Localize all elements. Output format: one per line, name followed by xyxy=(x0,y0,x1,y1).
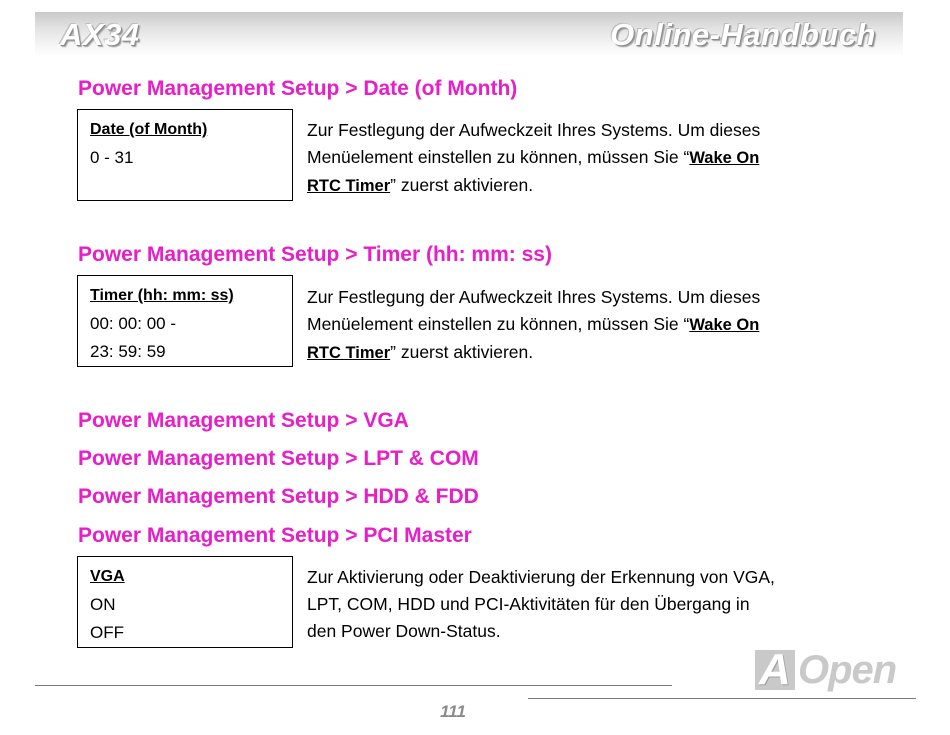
page-number: 111 xyxy=(440,702,466,721)
page-header xyxy=(35,12,903,57)
desc-line: RTC Timer” zuerst aktivieren. xyxy=(307,175,534,195)
option-box-vga xyxy=(77,556,293,648)
section-heading-timer: Power Management Setup > Timer (hh: mm: ss) xyxy=(78,243,552,266)
option-value: ON xyxy=(90,595,116,614)
option-value: 0 - 31 xyxy=(90,148,134,167)
desc-line: Zur Aktivierung oder Deaktivierung der Erkennung von VGA, xyxy=(307,567,775,587)
desc-line: den Power Down-Status. xyxy=(307,621,501,641)
desc-line: Zur Festlegung der Aufweckzeit Ihres Systems. Um dieses xyxy=(307,120,761,140)
model-title: AX34 xyxy=(60,17,140,52)
section-description-timer xyxy=(307,284,807,367)
desc-line: Menüelement einstellen zu können, müssen Sie “Wake On xyxy=(307,314,760,334)
option-box-title: Timer (hh: mm: ss) xyxy=(90,287,234,304)
section-heading-vga: Power Management Setup > VGA xyxy=(78,409,409,432)
section-heading-hdd-fdd: Power Management Setup > HDD & FDD xyxy=(78,485,479,508)
section-heading-lpt-com: Power Management Setup > LPT & COM xyxy=(78,447,479,470)
wake-on-rtc-link[interactable]: Wake On xyxy=(689,149,760,167)
desc-line: Zur Festlegung der Aufweckzeit Ihres Systems. Um dieses xyxy=(307,287,761,307)
section-heading-date: Power Management Setup > Date (of Month) xyxy=(78,77,518,100)
footer-divider xyxy=(35,685,672,686)
desc-line: Menüelement einstellen zu können, müssen Sie “Wake On xyxy=(307,147,760,167)
logo-letter: A xyxy=(759,645,791,694)
section-heading-pci-master: Power Management Setup > PCI Master xyxy=(78,524,472,547)
desc-line: LPT, COM, HDD und PCI-Aktivitäten für den Übergang in xyxy=(307,594,750,614)
section-description-vga xyxy=(307,564,807,645)
option-box-title: VGA xyxy=(90,568,125,585)
aopen-logo xyxy=(755,645,897,694)
section-description-date xyxy=(307,117,807,200)
manual-title: Online-Handbuch xyxy=(610,17,876,52)
desc-line: RTC Timer” zuerst aktivieren. xyxy=(307,342,534,362)
option-box-title: Date (of Month) xyxy=(90,121,208,138)
option-value: OFF xyxy=(90,623,124,642)
logo-text: Open xyxy=(798,648,897,692)
option-value: 23: 59: 59 xyxy=(90,342,166,361)
option-box-date xyxy=(77,109,293,201)
option-value: 00: 00: 00 - xyxy=(90,314,177,333)
footer-divider xyxy=(528,698,916,699)
wake-on-rtc-link[interactable]: RTC Timer xyxy=(307,344,391,362)
wake-on-rtc-link[interactable]: Wake On xyxy=(689,316,760,334)
wake-on-rtc-link[interactable]: RTC Timer xyxy=(307,177,391,195)
option-box-timer xyxy=(77,275,293,367)
